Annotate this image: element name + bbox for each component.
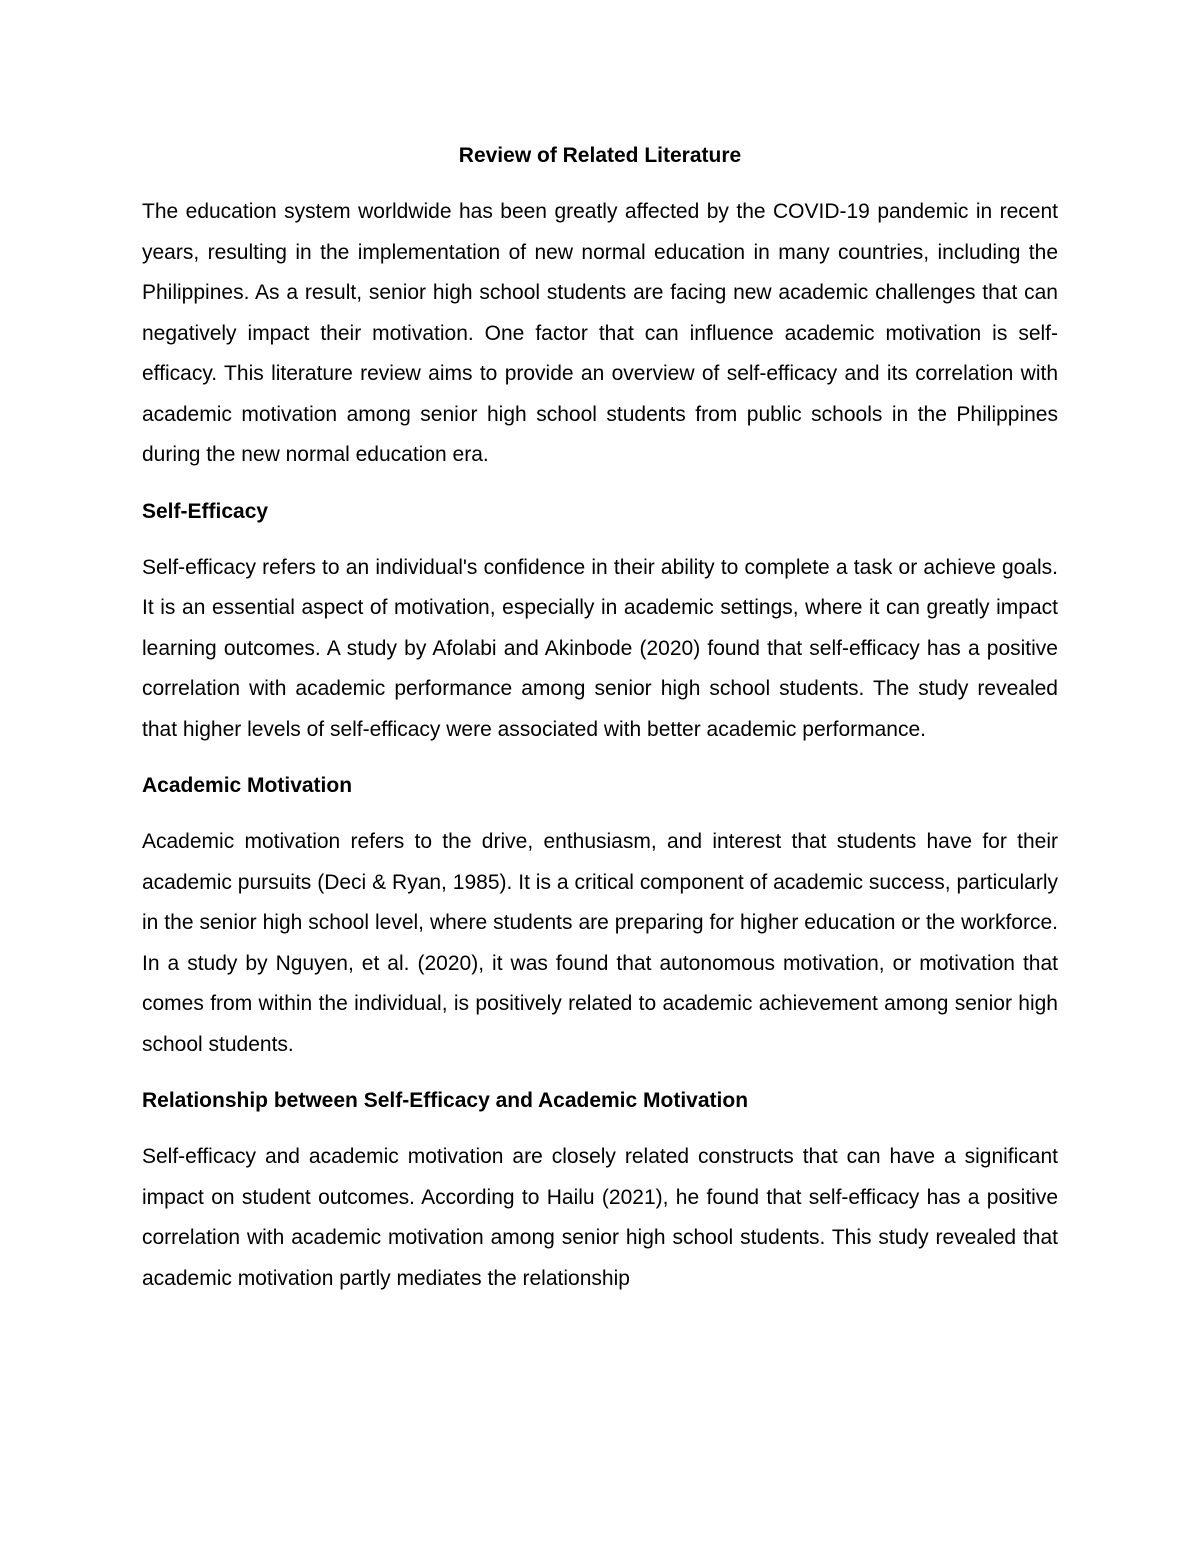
section-body-relationship: Self-efficacy and academic motivation are closely related constructs that can have a significant impact on student outcomes. According to Hailu (2021), he found that self-efficacy has a positive correlation with academic motivation among senior high school students. This study revealed that academic motivation partly mediates the relationship	[142, 1145, 1058, 1290]
section-body-academic-motivation: Academic motivation refers to the drive, enthusiasm, and interest that students have for their academic pursuits (Deci & Ryan, 1985). It is a critical component of academic success, particularly in the senior high school level, where students are preparing for higher education or the workforce. In a study by Nguyen, et al. (2020), it was found that autonomous motivation, or motivation that comes from within the individual, is positively related to academic achievement among senior high school students.	[142, 830, 1058, 1056]
intro-paragraph: The education system worldwide has been greatly affected by the COVID-19 pandemic in recent years, resulting in the implementation of new normal education in many countries, including the Philippines. As a result, senior high school students are facing new academic challenges that can negatively impact their motivation. One factor that can influence academic motivation is self-efficacy. This literature review aims to provide an overview of self-efficacy and its correlation with academic motivation among senior high school students from public schools in the Philippines during the new normal education era.	[142, 200, 1058, 466]
page-title: Review of Related Literature	[458, 144, 742, 167]
section-heading-self-efficacy: Self-Efficacy	[142, 499, 269, 523]
document-page	[142, 136, 1058, 1315]
section-body-self-efficacy: Self-efficacy refers to an individual's confidence in their ability to complete a task or achieve goals. It is an essential aspect of motivation, especially in academic settings, where it can greatly impact learning outcomes. A study by Afolabi and Akinbode (2020) found that self-efficacy has a positive correlation with academic performance among senior high school students. The study revealed that higher levels of self-efficacy were associated with better academic performance.	[142, 555, 1058, 741]
section-heading-relationship: Relationship between Self-Efficacy and Academic Motivation	[142, 1089, 749, 1112]
section-heading-academic-motivation: Academic Motivation	[142, 774, 353, 797]
